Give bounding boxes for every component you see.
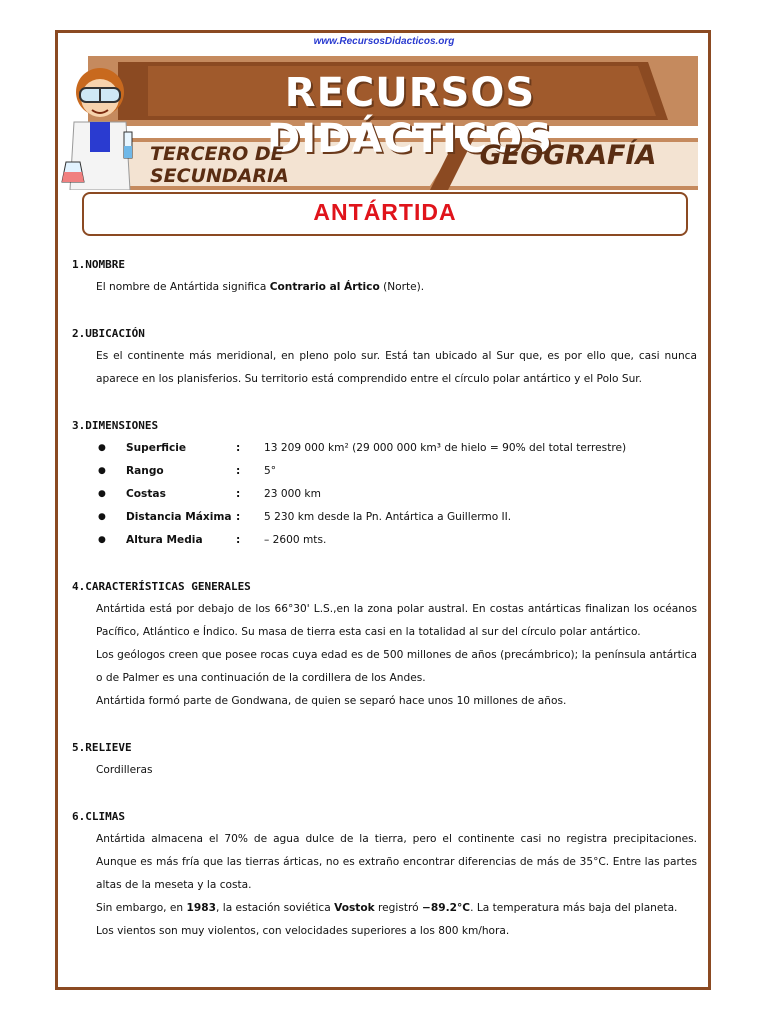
section-heading-relieve: 5.RELIEVE: [72, 741, 132, 754]
dimension-colon: :: [236, 442, 241, 454]
nombre-text-pre: El nombre de Antártida significa: [96, 281, 270, 293]
nombre-text-post: (Norte).: [379, 281, 425, 293]
dimension-label: Superficie: [126, 442, 187, 454]
dimensiones-list: [72, 437, 697, 552]
bullet-icon: ●: [98, 489, 106, 499]
dimension-label: Distancia Máxima: [126, 511, 232, 523]
bullet-icon: ●: [98, 512, 106, 522]
bullet-icon: ●: [98, 443, 106, 453]
scientist-mascot-icon: [60, 62, 144, 190]
caracteristicas-paragraph-3: Antártida formó parte de Gondwana, de quien se separó hace unos 10 millones de años.: [96, 695, 567, 707]
dimension-value: 23 000 km: [264, 488, 321, 500]
dimension-value: 5°: [264, 465, 277, 477]
climas-year: 1983: [186, 902, 217, 914]
climas-text-d: . La temperatura más baja del planeta.: [470, 902, 678, 914]
site-url-link[interactable]: www.RecursosDidacticos.org: [313, 36, 455, 47]
dimension-value: 5 230 km desde la Pn. Antártica a Guillermo II.: [264, 511, 512, 523]
ubicacion-paragraph: Es el continente más meridional, en pleno polo sur. Está tan ubicado al Sur que, es por ello que, casi nunca aparece en los planisferios. Su territorio está comprendido entre el círculo polar antártico y el Polo Sur.: [96, 350, 697, 385]
list-item: [72, 529, 697, 552]
bullet-icon: ●: [98, 466, 106, 476]
bullet-icon: ●: [98, 535, 106, 545]
section-heading-nombre: 1.NOMBRE: [72, 258, 125, 271]
climas-text-c: registró: [374, 902, 422, 914]
section-heading-caracteristicas: 4.CARACTERÍSTICAS GENERALES: [72, 580, 251, 593]
section-heading-ubicacion: 2.UBICACIÓN: [72, 327, 145, 340]
document-body: [72, 253, 697, 943]
dimension-label: Altura Media: [126, 534, 203, 546]
nombre-paragraph: [72, 276, 697, 299]
page-title: ANTÁRTIDA: [313, 199, 457, 225]
list-item: [72, 483, 697, 506]
grade-label: TERCERO DE SECUNDARIA: [150, 143, 289, 187]
list-item: [72, 437, 697, 460]
caracteristicas-paragraph-2: Los geólogos creen que posee rocas cuya edad es de 500 millones de años (precámbrico); la península antártica o de Palmer es una continuación de la cordillera de los Andes.: [96, 649, 697, 684]
nombre-text-bold: Contrario al Ártico: [269, 281, 380, 293]
dimension-value: – 2600 mts.: [264, 534, 327, 546]
climas-text-b: , la estación soviética: [216, 902, 335, 914]
dimension-colon: :: [236, 511, 241, 523]
climas-paragraph-1: Antártida almacena el 70% de agua dulce de la tierra, pero el continente casi no registra precipitaciones. Aunque es más fría que las tierras árticas, no es extraño encontrar diferencias de más de 35°C. Entre las partes altas de la meseta y la costa.: [96, 833, 697, 891]
climas-paragraph-3: Los vientos son muy violentos, con velocidades superiores a los 800 km/hora.: [96, 925, 510, 937]
climas-station: Vostok: [334, 902, 375, 914]
section-heading-climas: 6.CLIMAS: [72, 810, 125, 823]
dimension-label: Rango: [126, 465, 164, 477]
caracteristicas-paragraph-1: Antártida está por debajo de los 66°30' L.S.,en la zona polar austral. En costas antárticas finalizan los océanos Pacífico, Atlántico e Índico. Su masa de tierra esta casi en la totalidad al sur del círculo polar antártico.: [96, 603, 697, 638]
relieve-paragraph: Cordilleras: [96, 764, 153, 776]
subject-label: GEOGRAFÍA: [479, 140, 657, 171]
dimension-colon: :: [236, 534, 241, 546]
dimension-label: Costas: [126, 488, 166, 500]
dimension-value: 13 209 000 km² (29 000 000 km³ de hielo = 90% del total terrestre): [264, 442, 627, 454]
climas-temperature: −89.2°C: [422, 902, 471, 914]
dimension-colon: :: [236, 465, 241, 477]
page-title-box: [82, 192, 688, 236]
list-item: [72, 460, 697, 483]
brand-title: RECURSOS DIDÁCTICOS: [267, 70, 553, 162]
dimension-colon: :: [236, 488, 241, 500]
climas-text-a: Sin embargo, en: [96, 902, 187, 914]
list-item: [72, 506, 697, 529]
climas-paragraph-2: [72, 897, 697, 920]
section-heading-dimensiones: 3.DIMENSIONES: [72, 419, 159, 432]
